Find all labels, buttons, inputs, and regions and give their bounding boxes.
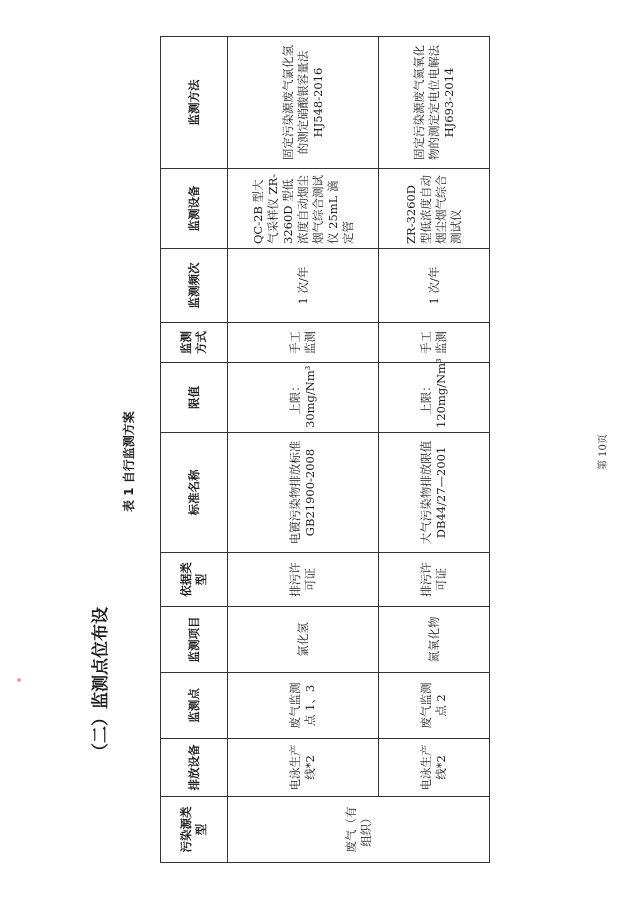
standard-cell: 大气污染物排放限值 DB44/27—2001 <box>379 433 490 553</box>
table-header-row <box>161 37 228 863</box>
method-cell: 固定污染源废气氮氧化物的测定定电位电解法 HJ693-2014 <box>379 37 490 169</box>
header-cell: 监测方法 <box>161 37 228 169</box>
red-mark <box>17 678 21 682</box>
standard-cell: 电镀污染物排放标准 GB21900-2008 <box>228 433 379 553</box>
point-cell: 废气监测点 1、3 <box>228 673 379 739</box>
page-number: 第 10页 <box>598 434 609 470</box>
frequency-cell: 1 次/年 <box>228 249 379 323</box>
table-caption: 表 1 自行监测方案 <box>122 411 136 512</box>
header-cell: 监测项目 <box>161 607 228 673</box>
table-row <box>228 37 379 863</box>
monitoring-plan-table <box>160 36 490 863</box>
header-cell: 限值 <box>161 363 228 433</box>
header-cell: 标准名称 <box>161 433 228 553</box>
equipment-cell: 电泳生产线*2 <box>379 739 490 797</box>
mode-cell: 手工监测 <box>379 323 490 363</box>
basis-cell: 排污许可证 <box>379 553 490 607</box>
limit-cell: 上限：120mg/Nm³ <box>379 363 490 433</box>
item-cell: 氯化氢 <box>228 607 379 673</box>
mode-cell: 手工监测 <box>228 323 379 363</box>
header-cell: 排放设备 <box>161 739 228 797</box>
header-cell: 监测设备 <box>161 169 228 249</box>
header-cell: 监测方式 <box>161 323 228 363</box>
item-cell: 氮氧化物 <box>379 607 490 673</box>
basis-cell: 排污许可证 <box>228 553 379 607</box>
method-cell: 固定污染源废气氯化氢的测定硝酸银容量法 HJ548-2016 <box>228 37 379 169</box>
device-cell: ZR-3260D 型低浓度自动烟尘烟气综合测试仪 <box>379 169 490 249</box>
header-cell: 依据类型 <box>161 553 228 607</box>
limit-cell: 上限：30mg/Nm³ <box>228 363 379 433</box>
header-cell: 监测点 <box>161 673 228 739</box>
frequency-cell: 1 次/年 <box>379 249 490 323</box>
header-cell: 监测频次 <box>161 249 228 323</box>
equipment-cell: 电泳生产线*2 <box>228 739 379 797</box>
section-title: （二）监测点位布设 <box>91 607 111 760</box>
source-type-cell: 废气（有组织） <box>228 797 490 863</box>
rotated-table-wrapper <box>160 37 490 863</box>
point-cell: 废气监测点 2 <box>379 673 490 739</box>
header-cell: 污染源类型 <box>161 797 228 863</box>
table-row <box>379 37 490 863</box>
device-cell: QC-2B 型大气采样仪 ZR-3260D 型低浓度自动烟尘烟气综合测试仪 25mL 滴定管 <box>228 169 379 249</box>
